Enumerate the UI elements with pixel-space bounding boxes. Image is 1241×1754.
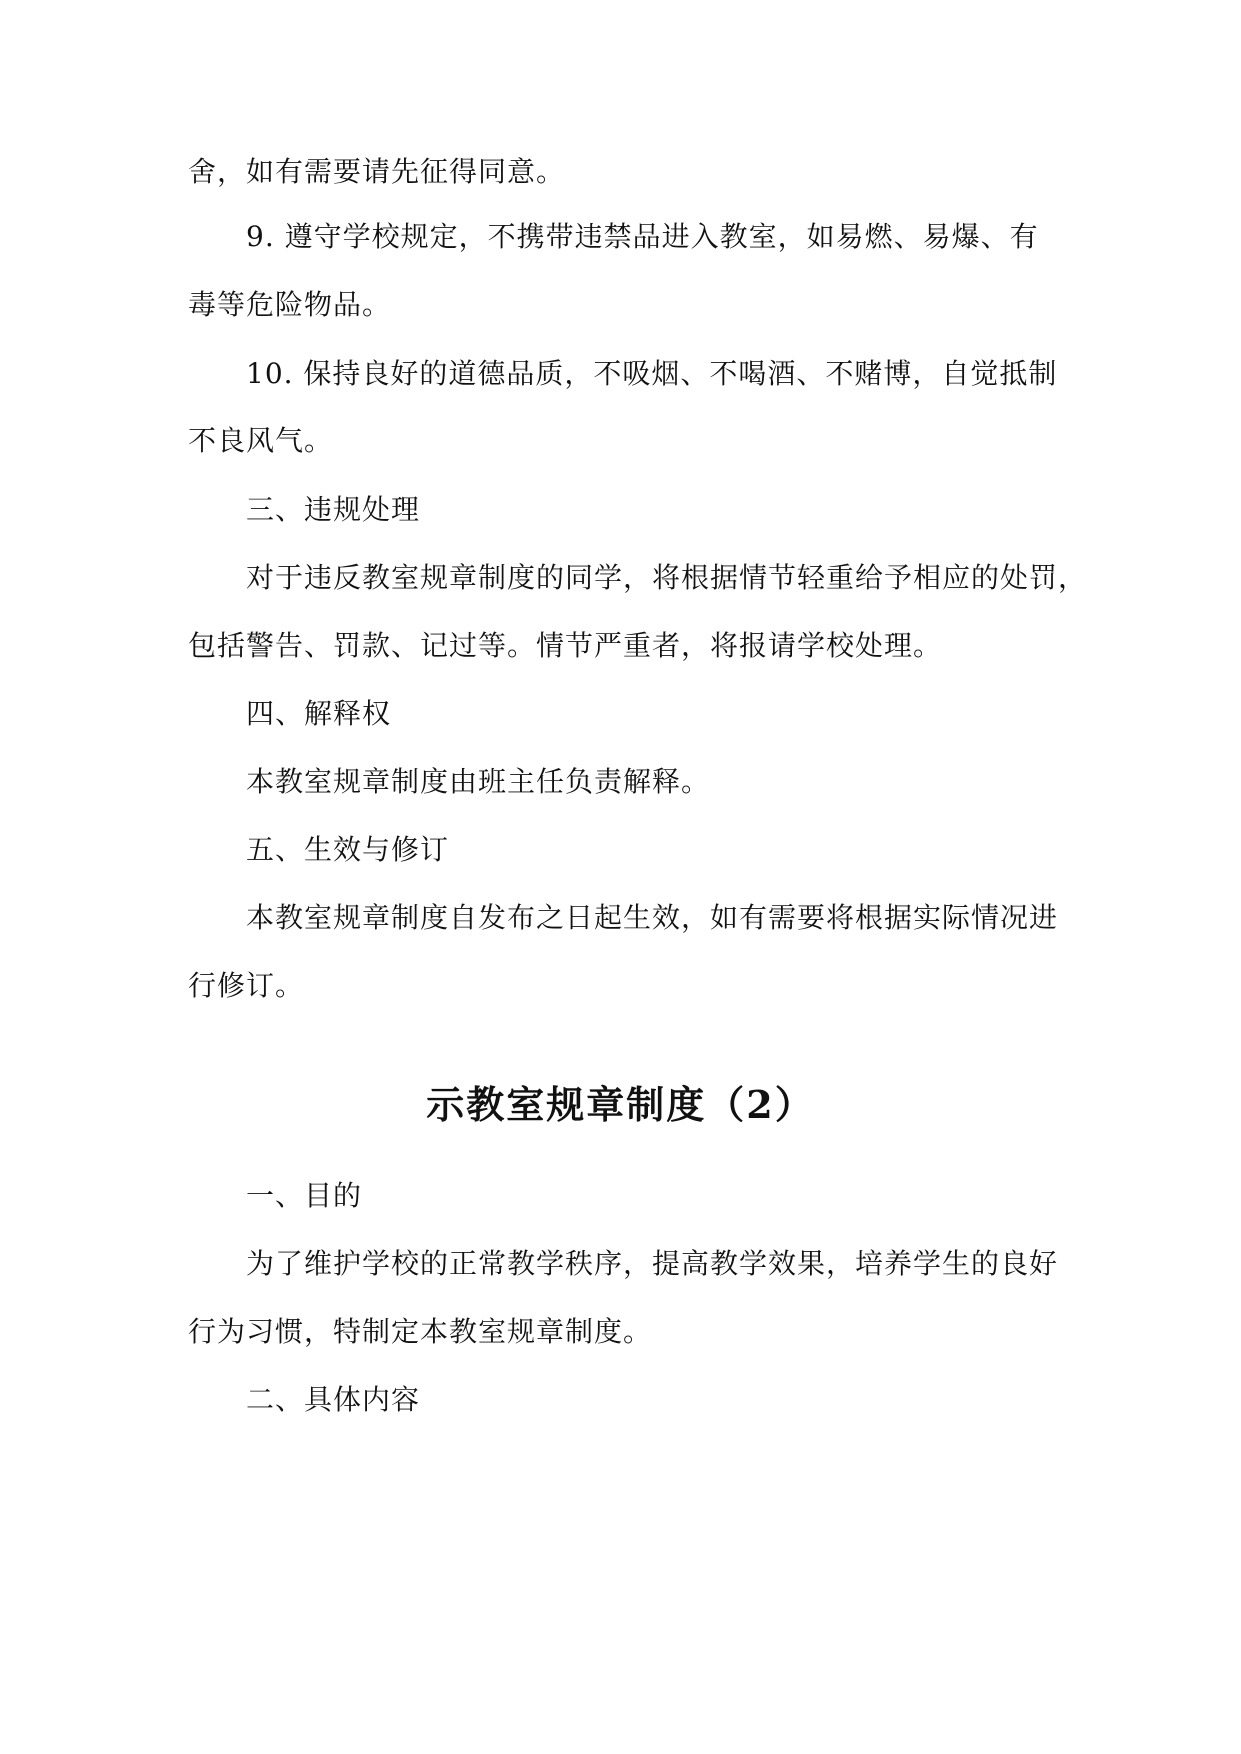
paragraph-line: 不良风气。 [188, 424, 334, 457]
section-title: 示教室规章制度（2） [426, 1082, 815, 1127]
rule-10-line: 10. 保持良好的道德品质，不吸烟、不喝酒、不赌博，自觉抵制 [246, 357, 1058, 390]
section-heading-violations: 三、违规处理 [246, 493, 421, 526]
rule-9-line: 9. 遵守学校规定，不携带违禁品进入教室，如易燃、易爆、有 [246, 220, 1039, 253]
paragraph-line: 包括警告、罚款、记过等。情节严重者，将报请学校处理。 [188, 629, 943, 662]
section-heading-content: 二、具体内容 [246, 1383, 421, 1416]
paragraph-line: 本教室规章制度由班主任负责解释。 [246, 765, 711, 798]
paragraph-line: 本教室规章制度自发布之日起生效，如有需要将根据实际情况进 [246, 901, 1059, 934]
section-heading-effective: 五、生效与修订 [246, 833, 450, 866]
paragraph-line: 舍，如有需要请先征得同意。 [188, 155, 566, 188]
section-heading-interpretation: 四、解释权 [246, 697, 392, 730]
paragraph-line: 行为习惯，特制定本教室规章制度。 [188, 1315, 653, 1348]
paragraph-line: 为了维护学校的正常教学秩序，提高教学效果，培养学生的良好 [246, 1247, 1059, 1280]
section-heading-purpose: 一、目的 [246, 1179, 363, 1212]
paragraph-line: 对于违反教室规章制度的同学，将根据情节轻重给予相应的处罚， [246, 561, 1088, 594]
paragraph-line: 行修订。 [188, 969, 305, 1002]
paragraph-line: 毒等危险物品。 [188, 288, 392, 321]
